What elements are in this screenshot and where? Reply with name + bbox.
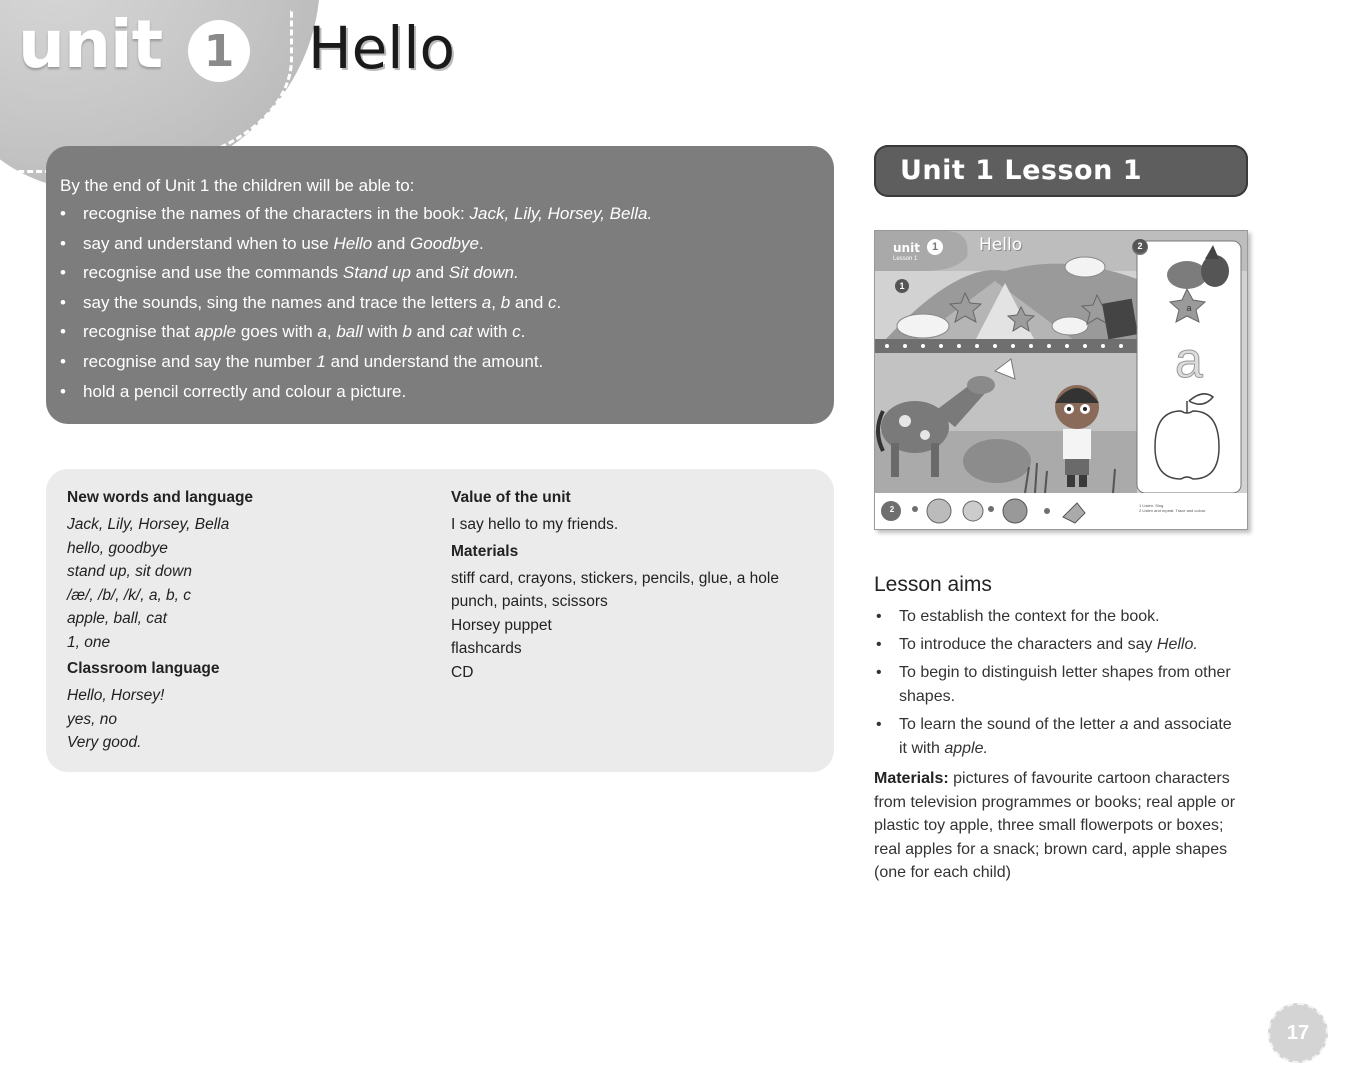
- materials-line: CD: [451, 663, 474, 681]
- objective-item: • recognise and say the number 1 and understand the amount.: [60, 352, 820, 382]
- new-word-line: Jack, Lily, Horsey, Bella: [67, 516, 230, 533]
- new-word-line: stand up, sit down: [67, 563, 192, 580]
- value-heading: Value of the unit: [451, 489, 571, 506]
- materials-line: Horsey puppet: [451, 616, 552, 634]
- lesson-materials: [874, 767, 1252, 885]
- unit-objectives-box: [46, 146, 834, 424]
- objective-item: • recognise that apple goes with a, ball with b and cat with c.: [60, 322, 820, 352]
- objective-item: • say and understand when to use Hello and Goodbye.: [60, 234, 820, 264]
- materials-line: flashcards: [451, 640, 522, 657]
- value-text: I say hello to my friends.: [451, 516, 619, 533]
- thumbnail-letter: a: [1175, 332, 1203, 388]
- objective-item: • hold a pencil correctly and colour a picture.: [60, 382, 820, 412]
- new-word-line: /æ/, /b/, /k/, a, b, c: [67, 586, 192, 604]
- thumbnail-title: Hello: [979, 235, 1023, 255]
- language-left-column: [67, 489, 427, 755]
- unit-number-badge: 1: [188, 20, 250, 82]
- objective-item: • recognise the names of the characters in the book: Jack, Lily, Horsey, Bella.: [60, 204, 820, 234]
- materials-line: punch, paints, scissors: [451, 593, 608, 610]
- student-book-page-thumbnail: [874, 230, 1248, 530]
- thumbnail-instructions: [1139, 503, 1206, 513]
- lesson-materials-text: pictures of favourite cartoon characters from television programmes or books; real apple or plastic toy apple, three small flowerpots or boxes; real apples for a snack; brown card, apple shapes (one for each child): [874, 770, 1236, 881]
- unit-title: Hello: [308, 14, 456, 82]
- materials-line: stiff card, crayons, stickers, pencils, glue, a hole: [451, 569, 779, 587]
- new-word-line: apple, ball, cat: [67, 610, 167, 627]
- language-right-column: [451, 489, 821, 684]
- thumbnail-unit-label: unit: [893, 241, 920, 255]
- lesson-materials-label: Materials:: [874, 770, 949, 787]
- lesson-aims-heading: Lesson aims: [874, 573, 992, 596]
- lesson-aims-list: [874, 605, 1234, 765]
- objectives-intro: By the end of Unit 1 the children will be able to:: [60, 176, 415, 195]
- lesson-aim-item: • To begin to distinguish letter shapes from other shapes.: [874, 661, 1234, 709]
- thumbnail-unit-number: 1: [927, 239, 943, 255]
- classroom-language-line: Hello, Horsey!: [67, 687, 165, 704]
- classroom-language-line: Very good.: [67, 734, 142, 751]
- thumbnail-page-number: 2: [889, 505, 895, 514]
- page-number-badge: 17: [1268, 1003, 1328, 1063]
- lesson-aim-item: • To learn the sound of the letter a and associate it with apple.: [874, 713, 1234, 761]
- classroom-language-line: yes, no: [67, 710, 117, 728]
- thumbnail-activity-1-badge: 1: [895, 279, 909, 293]
- materials-heading: Materials: [451, 542, 519, 560]
- thumbnail-activity-2-badge: 2: [1133, 239, 1147, 253]
- thumbnail-star-letter: a: [1186, 303, 1192, 313]
- new-words-heading: New words and language: [67, 489, 254, 506]
- new-word-line: hello, goodbye: [67, 539, 168, 557]
- new-word-line: 1, one: [67, 633, 111, 651]
- lesson-aim-item: • To establish the context for the book.: [874, 605, 1234, 629]
- thumbnail-instruction-line: 2 Listen and repeat. Trace and colour.: [1139, 508, 1207, 513]
- thumbnail-lesson-label: Lesson 1: [893, 256, 918, 262]
- thumbnail-illustration: [875, 231, 1247, 529]
- classroom-language-heading: Classroom language: [67, 660, 220, 677]
- thumbnail-instruction-line: 1 Listen. Sing.: [1139, 503, 1165, 508]
- objective-item: • say the sounds, sing the names and trace the letters a, b and c.: [60, 293, 820, 323]
- unit-label: unit: [18, 6, 163, 83]
- objective-item: • recognise and use the commands Stand up and Sit down.: [60, 263, 820, 293]
- objectives-list: [60, 204, 820, 411]
- lesson-aim-item: • To introduce the characters and say Hello.: [874, 633, 1234, 657]
- language-panel: [46, 469, 834, 772]
- lesson-header: Unit 1 Lesson 1: [874, 145, 1248, 197]
